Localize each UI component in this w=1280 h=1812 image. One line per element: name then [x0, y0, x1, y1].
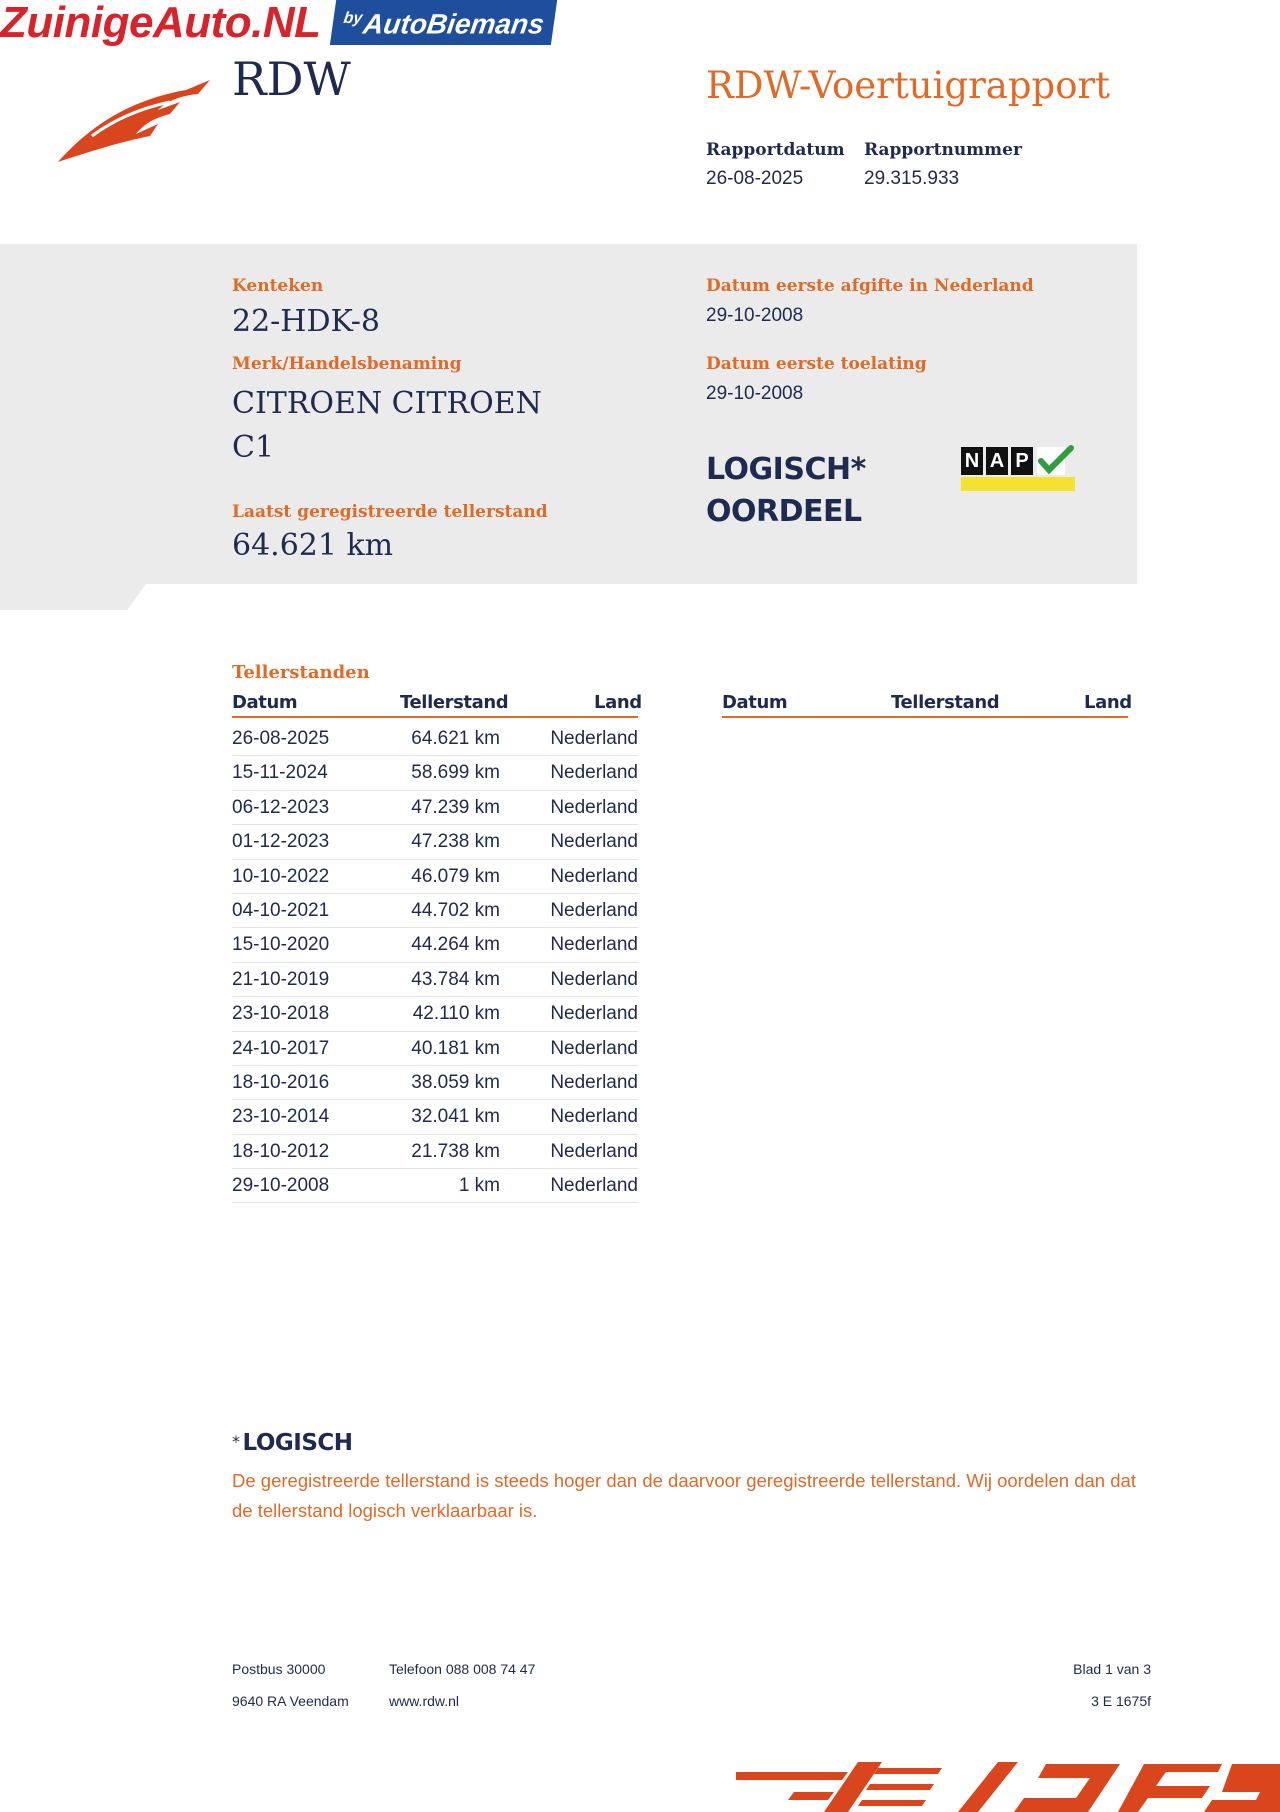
row-date: 06-12-2023: [232, 796, 330, 818]
footnote-title-text: LOGISCH: [242, 1430, 353, 1456]
make-value-line2: C1: [232, 430, 275, 465]
row-country: Nederland: [550, 899, 638, 921]
row-country: Nederland: [550, 865, 638, 887]
rdw-logo-text: RDW: [232, 52, 351, 106]
row-reading: 38.059 km: [411, 1071, 500, 1093]
header-country: Land: [594, 692, 642, 713]
watermark-site: ZuinigeAuto.NL: [0, 0, 321, 47]
row-country: Nederland: [550, 1106, 638, 1128]
verdict-line1: LOGISCH*: [706, 452, 866, 487]
row-country: Nederland: [550, 1175, 638, 1197]
table-row: [232, 1032, 638, 1066]
row-date: 01-12-2023: [232, 831, 330, 853]
table-row: [232, 997, 638, 1031]
footer-web[interactable]: www.rdw.nl: [389, 1693, 460, 1709]
row-country: Nederland: [550, 1140, 638, 1162]
row-date: 23-10-2014: [232, 1106, 330, 1128]
row-country: Nederland: [550, 762, 638, 784]
rdw-logo-icon: [58, 80, 210, 162]
row-date: 24-10-2017: [232, 1037, 330, 1059]
report-date: 26-08-2025: [706, 168, 804, 189]
table-row: [232, 1169, 638, 1203]
row-date: 15-11-2024: [232, 762, 328, 784]
report-number-label: Rapportnummer: [864, 140, 1022, 160]
row-country: Nederland: [550, 968, 638, 990]
table-row: [232, 756, 638, 790]
watermark-badge: [329, 0, 557, 45]
row-date: 18-10-2012: [232, 1140, 330, 1162]
table-row: [232, 963, 638, 997]
row-reading: 42.110 km: [412, 1003, 500, 1025]
footer-city: 9640 RA Veendam: [232, 1693, 349, 1709]
footer-postbus: Postbus 30000: [232, 1661, 326, 1677]
plate-value: 22-HDK-8: [232, 304, 380, 339]
footnote-asterisk: *: [232, 1432, 240, 1451]
odometer-value: 64.621 km: [232, 528, 394, 563]
row-date: 23-10-2018: [232, 1003, 330, 1025]
row-country: Nederland: [550, 1037, 638, 1059]
row-reading: 46.079 km: [411, 865, 500, 887]
row-date: 10-10-2022: [232, 865, 330, 887]
first-admission-label: Datum eerste toelating: [706, 354, 927, 374]
nap-letter-n: N: [961, 447, 983, 475]
first-admission-value: 29-10-2008: [706, 383, 804, 404]
header-reading: Tellerstand: [400, 692, 509, 713]
row-country: Nederland: [550, 1071, 638, 1093]
report-title: RDW-Voertuigrapport: [706, 64, 1111, 107]
row-country: Nederland: [550, 934, 638, 956]
row-country: Nederland: [550, 728, 638, 749]
table-row: [232, 928, 638, 962]
table-row: [232, 825, 638, 859]
footnote-title: [232, 1430, 353, 1456]
first-issue-nl-value: 29-10-2008: [706, 305, 804, 326]
header-reading-right: Tellerstand: [891, 692, 1000, 713]
make-value-line1: CITROEN CITROEN: [232, 386, 542, 421]
table-row: [232, 860, 638, 894]
nap-letter-p: P: [1011, 447, 1033, 475]
table-row: [232, 1135, 638, 1169]
footnote-text: De geregistreerde tellerstand is steeds hoger dan de daarvoor geregistreerde tellerstand. Wij oordelen dan dat de tellerstand logisch verklaarbaar is.: [232, 1470, 1136, 1521]
row-reading: 58.699 km: [411, 762, 500, 784]
odometer-table-title: Tellerstanden: [232, 662, 370, 683]
checkmark-icon: [1035, 445, 1075, 479]
row-reading: 47.239 km: [411, 796, 500, 818]
header-date: Datum: [232, 692, 298, 713]
verdict-line2: OORDEEL: [706, 494, 862, 529]
header-underline-left: [232, 716, 638, 718]
table-row: [232, 894, 638, 928]
row-country: Nederland: [550, 796, 638, 818]
nap-letter-a: A: [986, 447, 1008, 475]
row-date: 18-10-2016: [232, 1071, 330, 1093]
odometer-label: Laatst geregistreerde tellerstand: [232, 502, 548, 522]
table-row: [232, 1066, 638, 1100]
nap-bar: [961, 477, 1075, 491]
row-date: 04-10-2021: [232, 899, 330, 921]
report-number: 29.315.933: [864, 168, 960, 189]
watermark: [0, 0, 554, 46]
header-date-right: Datum: [722, 692, 788, 713]
footer-phone: Telefoon 088 008 74 47: [389, 1661, 536, 1677]
nap-logo: [961, 445, 1075, 491]
row-date: 26-08-2025: [232, 728, 330, 749]
header-country-right: Land: [1084, 692, 1132, 713]
row-date: 15-10-2020: [232, 934, 330, 956]
row-reading: 1 km: [458, 1175, 500, 1197]
row-reading: 40.181 km: [411, 1037, 500, 1059]
row-date: 29-10-2008: [232, 1175, 330, 1197]
row-reading: 44.702 km: [411, 899, 500, 921]
row-reading: 47.238 km: [411, 831, 500, 853]
decorative-stripes-icon: [736, 1762, 1280, 1812]
header-underline-right: [722, 716, 1128, 718]
row-reading: 44.264 km: [411, 934, 500, 956]
row-reading: 21.738 km: [411, 1140, 500, 1162]
row-reading: 64.621 km: [411, 728, 500, 749]
table-row: [232, 1100, 638, 1134]
row-date: 21-10-2019: [232, 968, 330, 990]
table-row: [232, 722, 638, 756]
watermark-by: by: [341, 10, 363, 28]
make-label: Merk/Handelsbenaming: [232, 354, 462, 374]
row-reading: 32.041 km: [411, 1106, 500, 1128]
row-reading: 43.784 km: [411, 968, 500, 990]
table-row: [232, 791, 638, 825]
vehicle-panel-tab: [0, 584, 146, 610]
odometer-table: [232, 722, 638, 1203]
plate-label: Kenteken: [232, 276, 324, 296]
first-issue-nl-label: Datum eerste afgifte in Nederland: [706, 276, 1034, 296]
row-country: Nederland: [550, 1003, 638, 1025]
footer-code: 3 E 1675f: [1091, 1693, 1151, 1709]
report-date-label: Rapportdatum: [706, 140, 845, 160]
footer-page: Blad 1 van 3: [1073, 1661, 1151, 1677]
watermark-brand: AutoBiemans: [360, 8, 546, 40]
row-country: Nederland: [550, 831, 638, 853]
